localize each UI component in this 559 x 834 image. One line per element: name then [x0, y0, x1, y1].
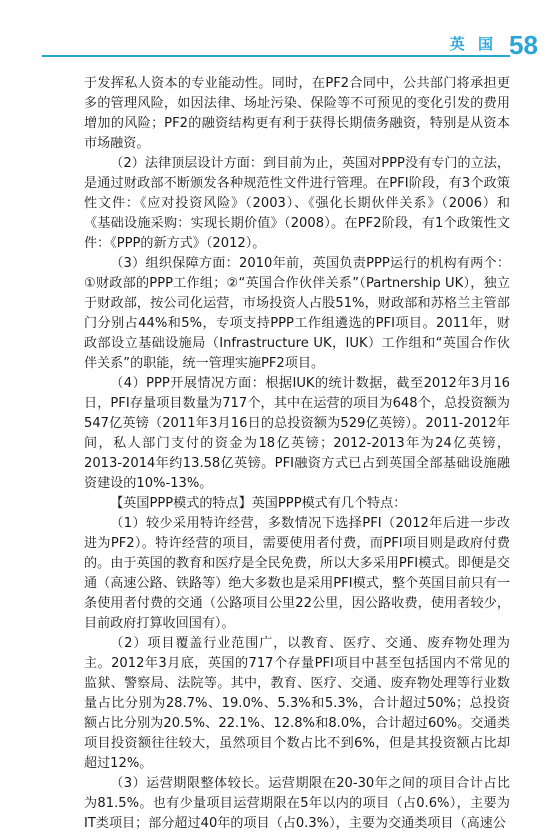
page-header — [0, 30, 559, 76]
paragraph-features-heading: 【英国PPP模式的特点】英国PPP模式有几个特点： — [110, 496, 407, 511]
paragraph-organization: （3）组织保障方面：2010年前，英国负责PPP运行的机构有两个：①财政部的PPP工作组；②“英国合作伙伴关系”（Partnership UK），独立于财政部，按公司化运营，市场投资人占股51%，财政部和苏格兰主管部门分别占44%和5%，专项支持PPP工作组遴选的PFI项目。2011年，财政部设立基础设施局（Infrastructure UK，IUK）工作组和“英国合作伙伴关系”的职能，统一管理实施PF2项目。 — [84, 256, 510, 371]
paragraph-legal-framework: （2）法律顶层设计方面：到目前为止，英国对PPP没有专门的立法，是通过财政部不断颁发各种规范性文件进行管理。在PFI阶段，有3个政策性文件：《应对投资风险》（2003）、《强化长期伙伴关系》（2006）和《基础设施采购：实现长期价值》（2008）。在PF2阶段，有1个政策性文件：《PPP的新方式》（2012）。 — [84, 156, 510, 251]
paragraph-pf2-continuation: 于发挥私人资本的专业能动性。同时，在PF2合同中，公共部门将承担更多的管理风险，如因法律、场址污染、保险等不可预见的变化引发的费用增加的风险；PF2的融资结构更有利于获得长期债务融资，特别是从资本市场融资。 — [84, 76, 510, 151]
paragraph-feature-3: （3）运营期限整体较长。运营期限在20-30年之间的项目合计占比为81.5%。也有少量项目运营期限在5年以内的项目（占0.6%），主要为IT类项目；部分超过40年的项目（占0.3%），主要为交通类项目（高速公 — [84, 776, 510, 831]
body-text — [84, 74, 510, 834]
paragraph-feature-1: （1）较少采用特许经营，多数情况下选择PFI（2012年后进一步改进为PF2）。特许经营的项目，需要使用者付费，而PFI项目则是政府付费的。由于英国的教育和医疗是全民免费，所以大多采用PFI模式。即便是交通（高速公路、铁路等）绝大多数也是采用PFI模式，整个英国目前只有一条使用者付费的交通（公路项目公里22公里，因公路收费，使用者较少，目前政府打算收回国有）。 — [84, 516, 510, 631]
paragraph-feature-2: （2）项目覆盖行业范围广，以教育、医疗、交通、废弃物处理为主。2012年3月底，英国的717个存量PFI项目中甚至包括国内不常见的监狱、警察局、法院等。其中，教育、医疗、交通、废弃物处理等行业数量占比分别为28.7%、19.0%、5.3%和5.3%，合计超过50%；总投资额占比分别为20.5%、22.1%、12.8%和8.0%，合计超过60%。交通类项目投资额往往较大，虽然项目个数占比不到6%，但是其投资额占比却超过12%。 — [84, 636, 510, 771]
paragraph-ppp-status: （4）PPP开展情况方面：根据IUK的统计数据，截至2012年3月16日，PFI存量项目数量为717个，其中在运营的项目为648个，总投资额为547亿英镑（2011年3月16日的总投资额为529亿英镑）。2011-2012年间，私人部门支付的资金为18亿英镑；2012-2013年为24亿英镑，2013-2014年约13.58亿英镑。PFI融资方式已占到英国全部基础设施融资建设的10%-13%。 — [84, 376, 510, 491]
section-title: 英 国 — [449, 35, 497, 53]
page-number: 58 — [509, 30, 538, 60]
header-rule — [42, 55, 510, 57]
